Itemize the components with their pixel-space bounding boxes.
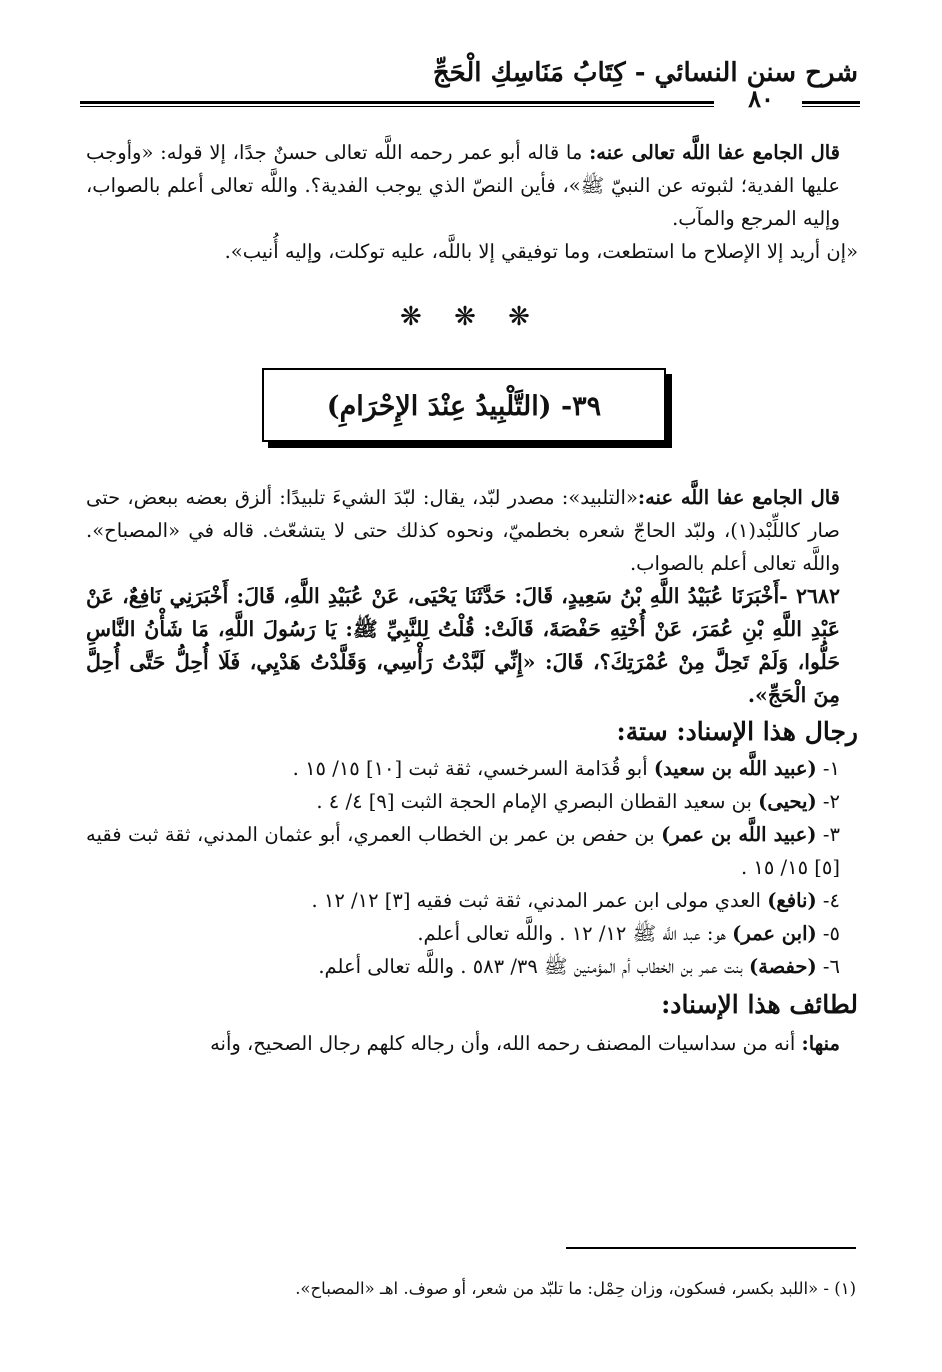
commentary-label: قال الجامع عفا اللَّه تعالى عنه: — [589, 141, 840, 164]
narrator-name: (حفصة) — [748, 955, 817, 978]
narrator-item — [86, 785, 858, 818]
narrator-item — [86, 950, 858, 983]
lataif-heading: لطائف هذا الإسناد: — [661, 990, 858, 1019]
closing-commentary — [86, 136, 858, 268]
narrator-description: العدي مولى ابن عمر المدني، ثقة ثبت فقيه [٣] ١٢/ ١٢ . — [311, 889, 768, 912]
narrators-list — [86, 752, 858, 983]
narrator-description: بنت عمر بن الخطاب أم المؤمنين ﷺ ٣٩/ ٥٨٣ . واللَّه تعالى أعلم. — [318, 955, 749, 978]
chapter-title: ٣٩- (التَّلْبِيدُ عِنْدَ الإِحْرَامِ) — [262, 368, 666, 442]
footnote: (١) - «اللبد بكسر، فسكون، وزان حِمْل: ما تلبّد من شعر، أو صوف. اهـ «المصباح». — [295, 1279, 856, 1298]
explanation-text: «التلبيد»: مصدر لبّد، يقال: لبّدَ الشيءَ تلبيدًا: ألزق بعضه ببعض، حتى صار كاللِّبْد(١)، ولبّد الحاجّ شعره بخطميّ، ونحوه كذلك حتى لا يتشعّث. قاله في «المصباح». واللَّه تعالى أعلم بالصواب. — [86, 486, 840, 575]
header-rule — [80, 101, 714, 107]
explanation-label: قال الجامع عفا اللَّه عنه: — [637, 486, 841, 509]
section-separator: ❋ ❋ ❋ — [400, 302, 542, 332]
narrator-number: ٦- — [816, 955, 840, 978]
commentary-text: ما قاله أبو عمر رحمه اللَّه تعالى حسنٌ جدًا، إلا قوله: «وأوجب عليها الفدية؛ لثبوته عن النبيّ ﷺ»، فأين النصّ الذي يوجب الفدية؟. واللَّه تعالى أعلم بالصواب، وإليه المرجع والمآب. — [86, 141, 840, 230]
narrator-description: بن حفص بن عمر بن الخطاب العمري، أبو عثمان المدني، ثقة ثبت فقيه [٥] ١٥/ ١٥ . — [86, 823, 840, 879]
hadith-text: ٢٦٨٢ -أَخْبَرَنَا عُبَيْدُ اللَّهِ بْنُ سَعِيدٍ، قَالَ: حَدَّثَنَا يَحْيَى، عَنْ عُبَيْدِ اللَّهِ، قَالَ: أَخْبَرَنِي نَافِعٌ، عَنْ عَبْدِ اللَّهِ بْنِ عُمَرَ، عَنْ أُخْتِهِ حَفْصَةَ، قَالَتْ: قُلْتُ لِلنَّبِيِّ ﷺ: يَا رَسُولَ اللَّهِ، مَا شَأْنُ النَّاسِ حَلُّوا، وَلَمْ تَحِلَّ مِنْ عُمْرَتِكَ؟، قَالَ: «إِنِّي لَبَّدْتُ رَأْسِي، وَقَلَّدْتُ هَدْيِي، فَلَا أُحِلُّ حَتَّى أُحِلَّ مِنَ الْحَجِّ». — [86, 584, 840, 707]
lataif-text: أنه من سداسيات المصنف رحمه الله، وأن رجاله كلهم رجال الصحيح، وأنه — [210, 1032, 802, 1055]
commentary-paragraph — [86, 136, 858, 235]
explanation-paragraph — [86, 481, 858, 580]
narrator-item — [86, 818, 858, 884]
header-rule-short — [802, 101, 860, 107]
narrators-heading: رجال هذا الإسناد: ستة: — [616, 717, 858, 746]
narrator-item — [86, 752, 858, 785]
closing-dua: «إن أريد إلا الإصلاح ما استطعت، وما توفيقي إلا باللَّه، عليه توكلت، وإليه أُنيب». — [224, 240, 858, 263]
lataif-paragraph — [86, 1027, 858, 1060]
narrator-description: بن سعيد القطان البصري الإمام الحجة الثبت [٩] ٤/ ٤ . — [316, 790, 759, 813]
narrator-number: ٤- — [816, 889, 840, 912]
narrator-name: (يحيى) — [758, 790, 817, 813]
narrator-name: (نافع) — [767, 889, 817, 912]
narrator-number: ٣- — [816, 823, 841, 846]
narrator-item — [86, 884, 858, 917]
narrator-item — [86, 917, 858, 950]
lataif-label: منها: — [801, 1032, 840, 1055]
main-section — [86, 481, 858, 1060]
narrator-name: (عبيد اللَّه بن عمر) — [661, 823, 817, 846]
page-number: ٨٠ — [748, 84, 774, 113]
narrator-number: ٢- — [816, 790, 840, 813]
narrator-description: أبو قُدَامة السرخسي، ثقة ثبت [١٠] ١٥/ ١٥ . — [292, 757, 654, 780]
narrator-description: هو: عبد اللَّه ﷺ ١٢/ ١٢ . واللَّه تعالى أعلم. — [417, 922, 733, 945]
running-title: شرح سنن النسائي - كِتَابُ مَنَاسِكِ الْحَجِّ — [432, 58, 858, 88]
narrator-number: ٥- — [816, 922, 840, 945]
narrator-name: (ابن عمر) — [732, 922, 817, 945]
footnote-rule — [566, 1247, 856, 1249]
narrator-number: ١- — [816, 757, 840, 780]
narrator-name: (عبيد اللَّه بن سعيد) — [653, 757, 817, 780]
